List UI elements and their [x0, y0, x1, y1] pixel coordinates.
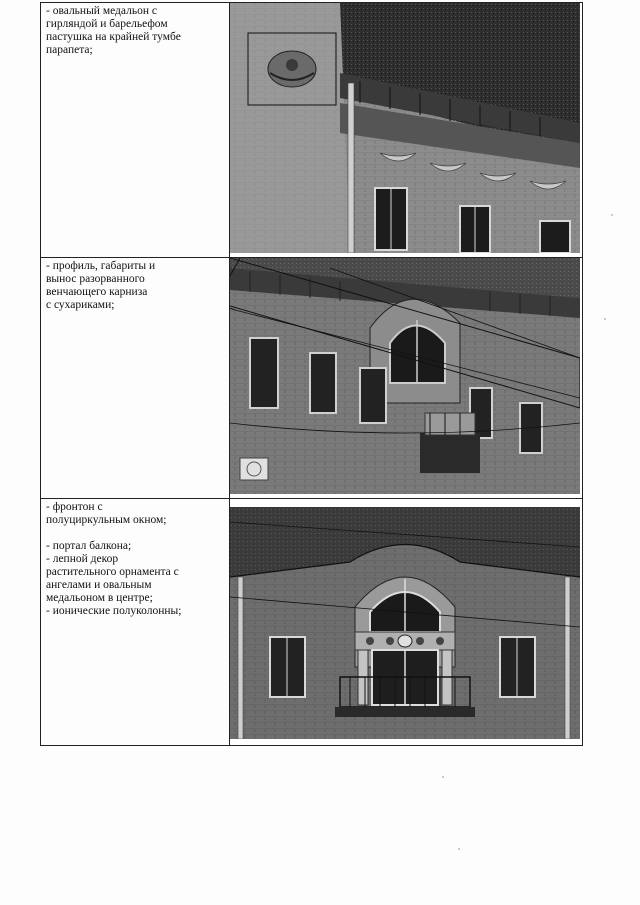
feature-line: - лепной декор — [46, 553, 119, 565]
feature-line: пастушка на крайней тумбе — [46, 31, 181, 43]
feature-line: венчающего карниза — [46, 286, 148, 298]
facade-photo-pediment-balcony — [230, 507, 580, 739]
scan-speck — [611, 214, 613, 216]
spacer — [46, 527, 225, 540]
table-row — [41, 499, 583, 746]
photo-cell — [230, 258, 583, 499]
feature-description-cell — [41, 3, 230, 258]
feature-line: - фронтон с — [46, 501, 103, 513]
feature-line: парапета; — [46, 44, 93, 56]
feature-line: ангелами и овальным — [46, 579, 152, 591]
scan-speck — [604, 318, 606, 320]
feature-line: полуциркульным окном; — [46, 514, 167, 526]
heritage-features-table — [40, 2, 583, 746]
photo-cell — [230, 3, 583, 258]
table-row — [41, 258, 583, 499]
feature-line: - овальный медальон с — [46, 5, 157, 17]
feature-line: растительного орнамента с — [46, 566, 179, 578]
scan-speck — [442, 776, 444, 778]
table-row — [41, 3, 583, 258]
scan-speck — [458, 848, 460, 850]
feature-line: гирляндой и барельефом — [46, 18, 168, 30]
feature-line: - профиль, габариты и — [46, 260, 156, 272]
feature-description-cell — [41, 499, 230, 746]
feature-line: - портал балкона; — [46, 540, 132, 552]
facade-photo-cornice — [230, 258, 580, 494]
facade-photo-parapet-medallion — [230, 3, 580, 253]
feature-line: - ионические полуколонны; — [46, 605, 182, 617]
feature-line: вынос разорванного — [46, 273, 145, 285]
feature-line: с сухариками; — [46, 299, 115, 311]
feature-line: медальоном в центре; — [46, 592, 153, 604]
photo-cell — [230, 499, 583, 746]
feature-description-cell — [41, 258, 230, 499]
